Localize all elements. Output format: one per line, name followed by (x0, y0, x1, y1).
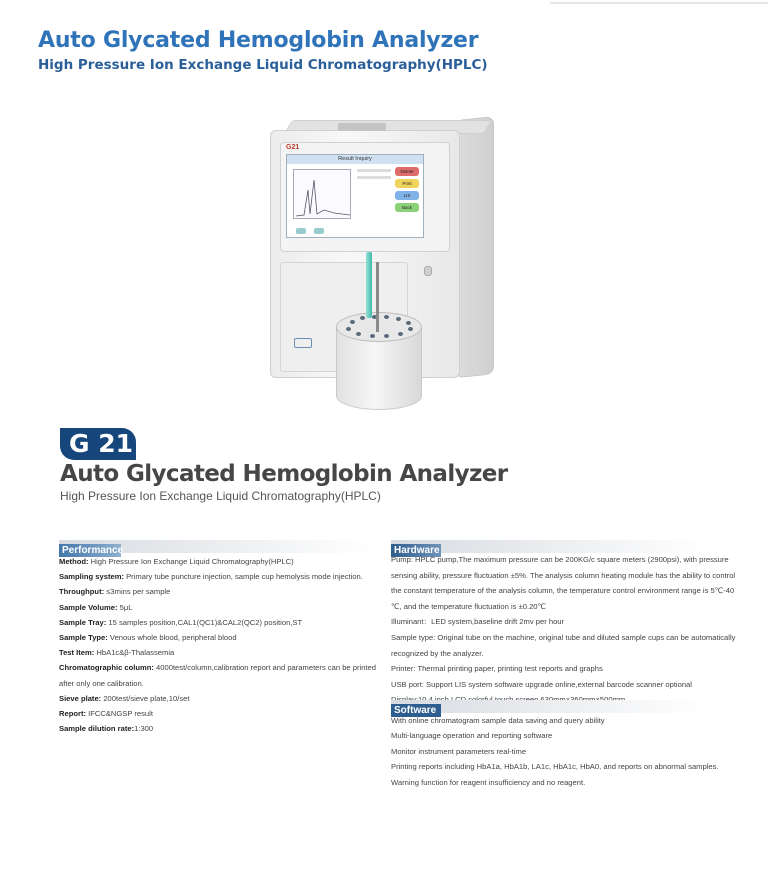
device-touch-screen (286, 154, 424, 238)
software-line: Warning function for reagent insufficiency and no reagent. (391, 777, 586, 787)
performance-list (59, 554, 379, 736)
screen-delete-button: Delete (395, 167, 419, 176)
chromatogram-thumbnail (293, 169, 351, 219)
spec-row: Sample Volume: 5μL (59, 602, 133, 612)
tray-hole (356, 332, 361, 336)
screen-title: Result Inquiry (338, 156, 372, 162)
spec-row: Sample dilution rate:1:300 (59, 724, 154, 734)
software-heading: Software (391, 704, 441, 717)
tray-hole (406, 321, 411, 325)
tray-hole (398, 332, 403, 336)
spec-row: Test Item: HbA1c&β-Thalassemia (59, 648, 175, 658)
performance-heading: Performance (59, 544, 121, 557)
screen-text-line (357, 176, 391, 179)
product-name: Auto Glycated Hemoglobin Analyzer (60, 461, 508, 487)
device-illustration (258, 112, 508, 422)
performance-heading-bar (59, 540, 374, 556)
spec-row: Report: IFCC&NGSP result (59, 709, 153, 719)
spec-row: Sample Tray: 15 samples position,CAL1(QC1)&CAL2(QC2) position,ST (59, 617, 303, 627)
spec-row: Sample Type: Venous whole blood, peripheral blood (59, 633, 237, 643)
tray-hole (360, 316, 365, 320)
tray-hole (350, 320, 355, 324)
screen-lis-button: LIS (395, 191, 419, 200)
tray-hole (396, 317, 401, 321)
sample-tray (336, 312, 422, 412)
side-knob (424, 266, 432, 276)
spec-row-continued: after only one calibration. (59, 678, 144, 688)
printer-slot (338, 123, 386, 131)
screen-nav-icon (314, 228, 324, 234)
hardware-line: Printer: Thermal printing paper, printing test reports and graphs (391, 664, 603, 674)
screen-print-button: Print (395, 179, 419, 188)
spec-row: Sampling system: Primary tube puncture injection, sample cup hemolysis mode injection. (59, 572, 363, 582)
device-side-panel (458, 116, 494, 378)
sample-needle (376, 262, 379, 332)
screen-text-line (357, 169, 391, 172)
hardware-heading: Hardware (391, 544, 441, 557)
page-title: Auto Glycated Hemoglobin Analyzer (38, 28, 479, 53)
hardware-line: sensing ability, pressure fluctuation ±5%. The analysis column heating module has the ability to control (391, 570, 736, 580)
hardware-line: ℃, and the temperature fluctuation is ±0.20℃ (391, 601, 547, 611)
spec-row: Chromatographic column: 4000test/column,calibration report and parameters can be printed (59, 663, 376, 673)
screen-nav-icon (296, 228, 306, 234)
spec-row: Sieve plate: 200test/sieve plate,10/set (59, 693, 190, 703)
hardware-line: Pump: HPLC pump,The maximum pressure can be 200KG/c square meters (2900psi), with pressure (391, 555, 729, 564)
software-heading-bar (391, 700, 706, 716)
page-subtitle: High Pressure Ion Exchange Liquid Chromatography(HPLC) (38, 57, 488, 73)
manufacturer-logo-icon (294, 338, 312, 348)
model-badge: G 21 (60, 428, 136, 460)
tray-hole (384, 334, 389, 338)
software-list (391, 713, 736, 790)
sample-probe (366, 252, 372, 318)
device-brand: G21 (286, 144, 300, 151)
software-line: Monitor instrument parameters real-time (391, 746, 527, 756)
tray-hole (408, 327, 413, 331)
tray-hole (370, 334, 375, 338)
screen-back-button: Back (395, 203, 419, 212)
hardware-line: Sample type: Original tube on the machine, original tube and diluted sample cups can be automatically (391, 632, 736, 642)
spec-row: Method: High Pressure Ion Exchange Liquid Chromatography(HPLC) (59, 557, 294, 566)
tray-hole (384, 315, 389, 319)
top-rule (550, 2, 768, 4)
hardware-line: recognized by the analyzer. (391, 648, 484, 658)
software-line: With online chromatogram sample data saving and query ability (391, 716, 605, 725)
hardware-list (391, 552, 736, 708)
chromatogram-curve (294, 170, 352, 220)
software-line: Printing reports including HbA1a, HbA1b, LA1c, HbA1c, HbA0, and reports on abnormal samples. (391, 762, 719, 772)
spec-row: Throughput: ≤3mins per sample (59, 587, 171, 597)
tray-hole (346, 327, 351, 331)
product-technology: High Pressure Ion Exchange Liquid Chromatography(HPLC) (60, 489, 381, 503)
hardware-line: USB port: Support LIS system software upgrade online,external barcode scanner optional (391, 679, 692, 689)
software-line: Multi-language operation and reporting software (391, 731, 553, 741)
hardware-line: the constant temperature of the analysis column, the temperature control environment range is 5℃-40 (391, 586, 735, 596)
hardware-line: Illuminant：LED system,baseline drift 2mv per hour (391, 617, 565, 627)
